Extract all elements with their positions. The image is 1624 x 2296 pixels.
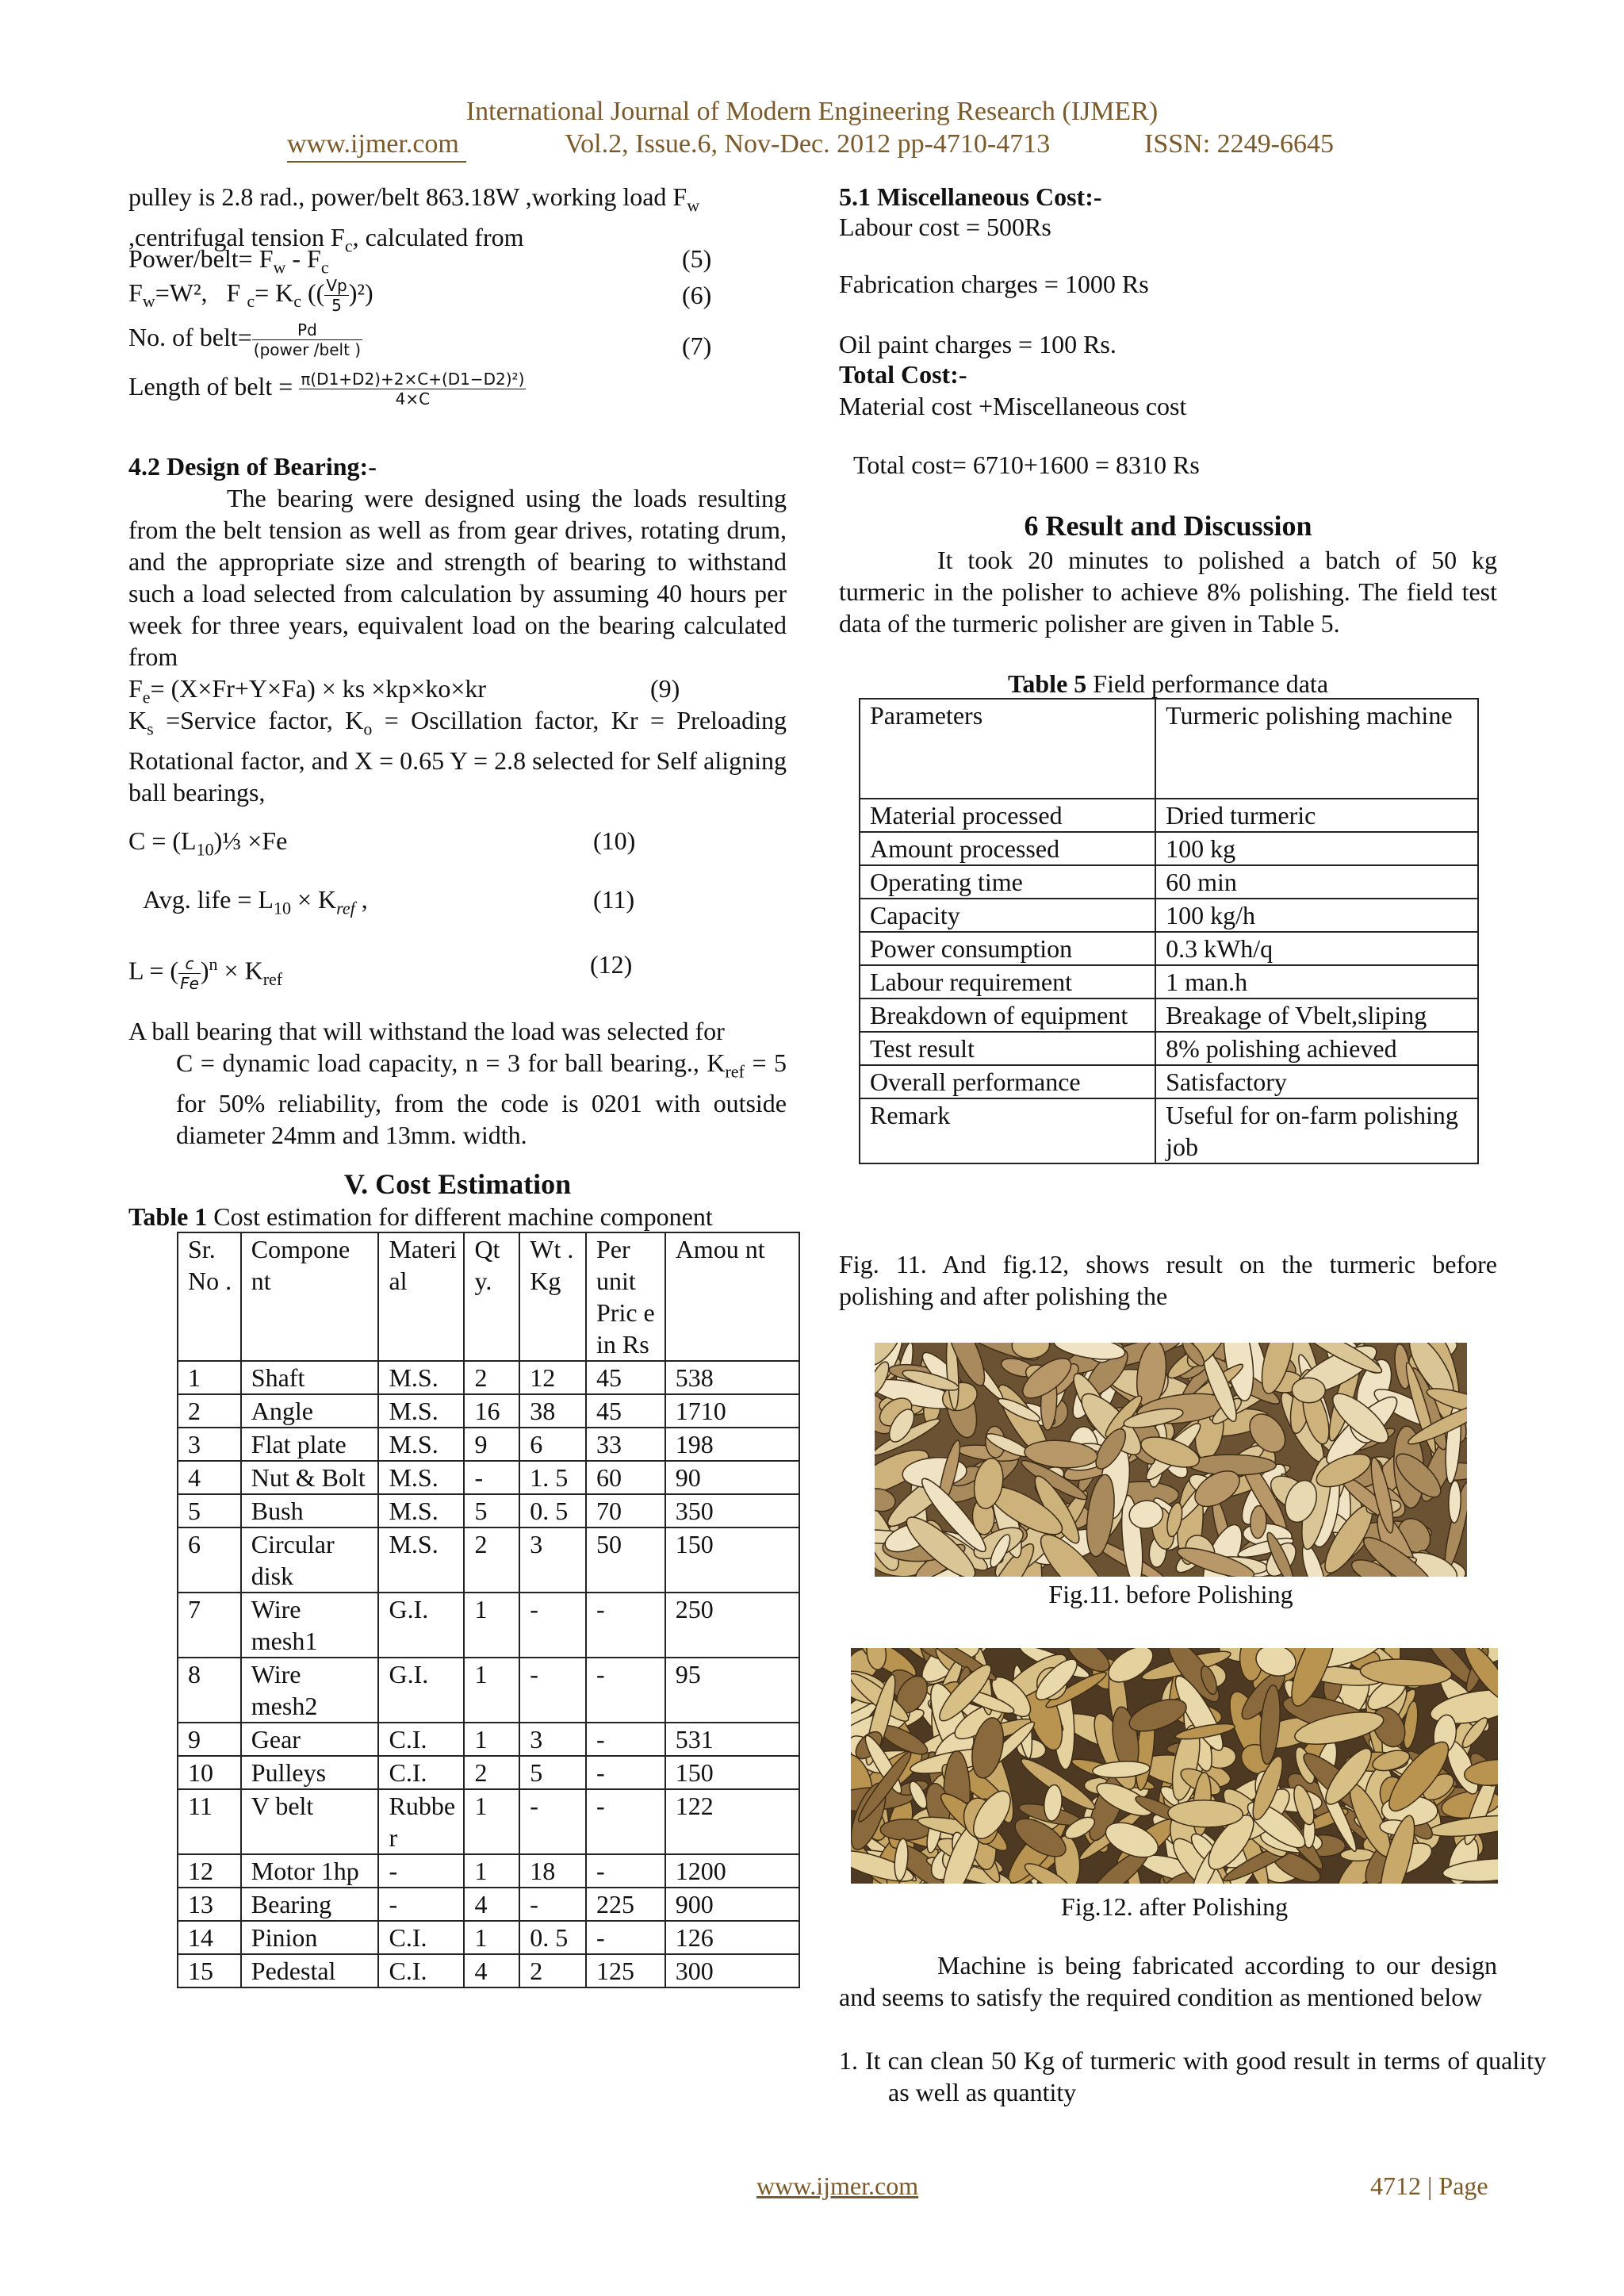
table1-cell: 1 bbox=[464, 1921, 519, 1954]
table1-row bbox=[178, 1593, 799, 1658]
table1-cell: Bearing bbox=[241, 1888, 379, 1921]
table1-cell: 538 bbox=[665, 1361, 799, 1394]
table5-row bbox=[860, 865, 1478, 899]
table5-parameter-cell: Overall performance bbox=[860, 1065, 1155, 1098]
table1-cell: 2 bbox=[464, 1756, 519, 1789]
table1-cell: 3 bbox=[178, 1428, 241, 1461]
table5-parameter-cell: Test result bbox=[860, 1032, 1155, 1065]
table1-cell: 50 bbox=[586, 1527, 665, 1593]
equation-10-number: (10) bbox=[593, 826, 636, 855]
table1-cell: 4 bbox=[464, 1888, 519, 1921]
table1-cell: 1710 bbox=[665, 1394, 799, 1428]
table1-cell: 14 bbox=[178, 1921, 241, 1954]
table5-value-cell: Breakage of Vbelt,sliping bbox=[1155, 999, 1478, 1032]
table1-cell: 45 bbox=[586, 1361, 665, 1394]
intro-text: pulley is 2.8 rad., power/belt 863.18W ,working load $F_w$ ,centrifugal tension $F_c$, calculated from bbox=[128, 182, 700, 256]
table1-cell: - bbox=[378, 1854, 464, 1888]
total-cost-value: Total cost= 6710+1600 = 8310 Rs bbox=[853, 450, 1200, 479]
table5-row bbox=[860, 1065, 1478, 1098]
table1-cell: - bbox=[586, 1593, 665, 1658]
table1-cell: 5 bbox=[464, 1494, 519, 1527]
table5-row bbox=[860, 832, 1478, 865]
figure-intro: Fig. 11. And fig.12, shows result on the turmeric before polishing and after polishing the bbox=[839, 1250, 1497, 1310]
table5-row bbox=[860, 899, 1478, 932]
table5-parameter-cell: Power consumption bbox=[860, 932, 1155, 965]
table1-cell: 45 bbox=[586, 1394, 665, 1428]
journal-title: International Journal of Modern Engineering Research (IJMER) bbox=[465, 97, 1159, 126]
equation-12: L = ( $\frac{c}{Fe}$ )$^n \times K_{ref}$ bbox=[128, 953, 283, 993]
table1-cell: 16 bbox=[464, 1394, 519, 1428]
table1-cell: 350 bbox=[665, 1494, 799, 1527]
header-link-underline bbox=[287, 161, 466, 163]
table1-cell: 0. 5 bbox=[519, 1494, 586, 1527]
footer-site-link[interactable]: www.ijmer.com bbox=[756, 2171, 919, 2200]
table1-cell: 531 bbox=[665, 1723, 799, 1756]
equation-7: No. of belt= $\frac{Pd}{\text{(power /belt )}}$ bbox=[128, 320, 362, 359]
table5-value-cell: Satisfactory bbox=[1155, 1065, 1478, 1098]
table5-value-cell: Turmeric polishing machine bbox=[1155, 699, 1478, 799]
misc-cost-heading: 5.1 Miscellaneous Cost:- bbox=[839, 182, 1102, 211]
oil-paint-charges: Oil paint charges = 100 Rs. bbox=[839, 330, 1116, 358]
table1-cell: 0. 5 bbox=[519, 1921, 586, 1954]
table5-row bbox=[860, 999, 1478, 1032]
table1-cell: 15 bbox=[178, 1954, 241, 1987]
table5-value-cell: 100 kg/h bbox=[1155, 899, 1478, 932]
table5-value-cell: 60 min bbox=[1155, 865, 1478, 899]
table1-row bbox=[178, 1461, 799, 1494]
table1-cell: 11 bbox=[178, 1789, 241, 1854]
table1-header-cell: Sr. No . bbox=[178, 1232, 241, 1361]
table1-cell: 1 bbox=[464, 1723, 519, 1756]
table5-parameter-cell: Labour requirement bbox=[860, 965, 1155, 999]
equation-9-number: (9) bbox=[650, 674, 680, 703]
table1-header-row bbox=[178, 1232, 799, 1361]
table1-cell: 4 bbox=[464, 1954, 519, 1987]
turmeric-rhizome-shape bbox=[1292, 1378, 1326, 1403]
table1-header-cell: Amou nt bbox=[665, 1232, 799, 1361]
table5-value-cell: 1 man.h bbox=[1155, 965, 1478, 999]
ball-bearing-paragraph: C = dynamic load capacity, n = 3 for ball bearing., $K_{ref} = 5$ for 50% reliability, from the code is 0201 with outside diameter 24mm and 13mm. width. bbox=[176, 1048, 787, 1150]
table1-cell: 33 bbox=[586, 1428, 665, 1461]
turmeric-rhizome-shape bbox=[1340, 1849, 1374, 1861]
table5-row bbox=[860, 799, 1478, 832]
table1-cell: 95 bbox=[665, 1658, 799, 1723]
table1-row bbox=[178, 1756, 799, 1789]
fig12-caption: Fig.12. after Polishing bbox=[1060, 1892, 1289, 1921]
table1-cell: M.S. bbox=[378, 1394, 464, 1428]
table1-cell: C.I. bbox=[378, 1921, 464, 1954]
result-paragraph: It took 20 minutes to polished a batch of 50 kg turmeric in the polisher to achieve 8% polishing. The field test data of the turmeric polisher are given in Table 5. bbox=[839, 546, 1497, 638]
labour-cost: Labour cost = 500Rs bbox=[839, 213, 1051, 241]
table5-row bbox=[860, 965, 1478, 999]
table1-cell: - bbox=[464, 1461, 519, 1494]
equation-length-of-belt: Length of belt = $\frac{\text{π(D1+D2)+2×C+(D1−D2)²)}}{4\times C}$ bbox=[128, 370, 525, 408]
header-site-link[interactable]: www.ijmer.com bbox=[287, 129, 459, 159]
table1-cell: 122 bbox=[665, 1789, 799, 1854]
machine-paragraph: Machine is being fabricated according to our design and seems to satisfy the required condition as mentioned below bbox=[839, 1951, 1497, 2011]
table1-cell: 4 bbox=[178, 1461, 241, 1494]
table1-row bbox=[178, 1723, 799, 1756]
table1-cell: - bbox=[586, 1854, 665, 1888]
table1-cell: - bbox=[586, 1921, 665, 1954]
table1-cell: 2 bbox=[464, 1361, 519, 1394]
table5-parameter-cell: Operating time bbox=[860, 865, 1155, 899]
table1-cell: 3 bbox=[519, 1723, 586, 1756]
table5-value-cell: 0.3 kWh/q bbox=[1155, 932, 1478, 965]
table1-cell: 150 bbox=[665, 1756, 799, 1789]
cost-estimation-table bbox=[177, 1232, 800, 1988]
equation-7-number: (7) bbox=[682, 332, 712, 360]
table1-cell: 18 bbox=[519, 1854, 586, 1888]
bearing-heading: 4.2 Design of Bearing:- bbox=[128, 452, 377, 481]
table1-cell: 90 bbox=[665, 1461, 799, 1494]
table1-cell: 5 bbox=[178, 1494, 241, 1527]
table1-cell: 1200 bbox=[665, 1854, 799, 1888]
table1-cell: Gear bbox=[241, 1723, 379, 1756]
equation-6-number: (6) bbox=[682, 281, 712, 309]
table1-cell: 3 bbox=[519, 1527, 586, 1593]
table1-cell: M.S. bbox=[378, 1461, 464, 1494]
table5-value-cell: Useful for on-farm polishing job bbox=[1155, 1098, 1478, 1163]
table1-cell: - bbox=[519, 1888, 586, 1921]
table5-parameter-cell: Material processed bbox=[860, 799, 1155, 832]
table1-header-cell: Wt . Kg bbox=[519, 1232, 586, 1361]
table5-parameter-cell: Parameters bbox=[860, 699, 1155, 799]
result-heading: 6 Result and Discussion bbox=[1024, 510, 1312, 542]
table1-cell: 10 bbox=[178, 1756, 241, 1789]
total-cost-heading: Total Cost:- bbox=[839, 360, 967, 389]
bearing-paragraph: The bearing were designed using the loads resulting from the belt tension as well as from gear drives, rotating drum, and the appropriate size and strength of bearing to withstand such a load selected from calculation by assuming 40 hours per week for three years, equivalent load on the bearing calculated from bbox=[128, 484, 787, 671]
table1-cell: 1 bbox=[178, 1361, 241, 1394]
cost-estimation-heading: V. Cost Estimation bbox=[343, 1168, 572, 1200]
table1-cell: Rubbe r bbox=[378, 1789, 464, 1854]
table1-cell: - bbox=[378, 1888, 464, 1921]
table1-cell: 7 bbox=[178, 1593, 241, 1658]
table1-cell: C.I. bbox=[378, 1954, 464, 1987]
table5-parameter-cell: Remark bbox=[860, 1098, 1155, 1163]
equation-6: $F_w=W^2$, F $_c= K_c$ (( $\frac{Vp}{5}$ )²) bbox=[128, 276, 373, 315]
equation-9: $F_e= (X\times Fr+Y\times Fa)$ × ks ×kp×ko×kr bbox=[128, 674, 487, 707]
field-performance-table bbox=[859, 698, 1479, 1164]
table1-row bbox=[178, 1361, 799, 1394]
table1-cell: - bbox=[519, 1789, 586, 1854]
table1-cell: 2 bbox=[464, 1527, 519, 1593]
table1-cell: - bbox=[586, 1756, 665, 1789]
table1-cell: 250 bbox=[665, 1593, 799, 1658]
table1-cell: - bbox=[586, 1658, 665, 1723]
table5-value-cell: Dried turmeric bbox=[1155, 799, 1478, 832]
table1-cell: 8 bbox=[178, 1658, 241, 1723]
table1-row bbox=[178, 1428, 799, 1461]
table1-cell: 12 bbox=[519, 1361, 586, 1394]
table1-cell: Pinion bbox=[241, 1921, 379, 1954]
table1-cell: Angle bbox=[241, 1394, 379, 1428]
fig11-caption: Fig.11. before Polishing bbox=[1048, 1580, 1293, 1608]
table1-cell: C.I. bbox=[378, 1756, 464, 1789]
table1-cell: 900 bbox=[665, 1888, 799, 1921]
table5-row bbox=[860, 932, 1478, 965]
table1-cell: 1 bbox=[464, 1593, 519, 1658]
equation-11-number: (11) bbox=[593, 885, 635, 914]
table1-cell: M.S. bbox=[378, 1428, 464, 1461]
table1-cell: 6 bbox=[519, 1428, 586, 1461]
equation-12-number: (12) bbox=[590, 950, 633, 979]
table1-cell: Pedestal bbox=[241, 1954, 379, 1987]
header-issn: ISSN: 2249-6645 bbox=[1144, 129, 1334, 159]
table1-row bbox=[178, 1789, 799, 1854]
equation-11: Avg. life = $L_{10} \times K_{ref}$ , bbox=[143, 885, 368, 918]
table1-cell: 9 bbox=[464, 1428, 519, 1461]
table1-cell: 60 bbox=[586, 1461, 665, 1494]
table1-cell: 2 bbox=[178, 1394, 241, 1428]
table1-row bbox=[178, 1494, 799, 1527]
table1-cell: 5 bbox=[519, 1756, 586, 1789]
table1-cell: Nut & Bolt bbox=[241, 1461, 379, 1494]
table1-cell: - bbox=[586, 1789, 665, 1854]
table1-cell: 1. 5 bbox=[519, 1461, 586, 1494]
table1-cell: 300 bbox=[665, 1954, 799, 1987]
table5-row bbox=[860, 1032, 1478, 1065]
result-list-item-1: 1. It can clean 50 Kg of turmeric with good result in terms of quality as well as quantity bbox=[839, 2046, 1546, 2106]
table1-cell: - bbox=[586, 1723, 665, 1756]
table1-cell: - bbox=[519, 1658, 586, 1723]
table1-cell: M.S. bbox=[378, 1494, 464, 1527]
table1-cell: 2 bbox=[519, 1954, 586, 1987]
table1-cell: 12 bbox=[178, 1854, 241, 1888]
table5-parameter-cell: Breakdown of equipment bbox=[860, 999, 1155, 1032]
table1-cell: M.S. bbox=[378, 1361, 464, 1394]
table1-cell: Flat plate bbox=[241, 1428, 379, 1461]
table1-cell: 126 bbox=[665, 1921, 799, 1954]
table1-row bbox=[178, 1954, 799, 1987]
table1-row bbox=[178, 1658, 799, 1723]
table5-parameter-cell: Capacity bbox=[860, 899, 1155, 932]
total-cost-definition: Material cost +Miscellaneous cost bbox=[839, 392, 1187, 420]
equation-5: Power/belt= $F_w - F_c$ bbox=[128, 244, 329, 278]
table1-cell: 1 bbox=[464, 1658, 519, 1723]
turmeric-before-polishing-image bbox=[875, 1343, 1467, 1577]
table5-row bbox=[860, 1098, 1478, 1163]
table1-header-cell: Compone nt bbox=[241, 1232, 379, 1361]
table1-row bbox=[178, 1888, 799, 1921]
table1-cell: Wire mesh1 bbox=[241, 1593, 379, 1658]
table1-cell: 6 bbox=[178, 1527, 241, 1593]
table1-cell: 150 bbox=[665, 1527, 799, 1593]
header-volume: Vol.2, Issue.6, Nov-Dec. 2012 pp-4710-4713 bbox=[565, 129, 1051, 159]
table5-parameter-cell: Amount processed bbox=[860, 832, 1155, 865]
table1-row bbox=[178, 1854, 799, 1888]
factor-definitions: $K_s$ =Service factor, $K_o$ = Oscillation factor, Kr = Preloading Rotational factor, and X = 0.65 Y = 2.8 selected for Self aligning ball bearings, bbox=[128, 706, 787, 807]
table5-header-row bbox=[860, 699, 1478, 799]
table5-value-cell: 100 kg bbox=[1155, 832, 1478, 865]
table1-cell: 198 bbox=[665, 1428, 799, 1461]
table1-header-cell: Materi al bbox=[378, 1232, 464, 1361]
table1-row bbox=[178, 1527, 799, 1593]
table1-cell: 9 bbox=[178, 1723, 241, 1756]
table1-cell: 38 bbox=[519, 1394, 586, 1428]
table1-cell: 225 bbox=[586, 1888, 665, 1921]
table1-cell: Circular disk bbox=[241, 1527, 379, 1593]
table1-cell: Pulleys bbox=[241, 1756, 379, 1789]
equation-10: $C = (L_{10})\frac{1}{3} \times Fe$ bbox=[128, 826, 288, 860]
table1-cell: Bush bbox=[241, 1494, 379, 1527]
ball-bearing-line: A ball bearing that will withstand the load was selected for bbox=[128, 1017, 725, 1045]
table1-cell: - bbox=[519, 1593, 586, 1658]
table1-cell: C.I. bbox=[378, 1723, 464, 1756]
turmeric-after-polishing-image bbox=[851, 1648, 1498, 1884]
table1-cell: 70 bbox=[586, 1494, 665, 1527]
table1-cell: 1 bbox=[464, 1854, 519, 1888]
page-number: 4712 | Page bbox=[1370, 2171, 1488, 2200]
table1-cell: G.I. bbox=[378, 1593, 464, 1658]
table1-cell: V belt bbox=[241, 1789, 379, 1854]
table1-cell: M.S. bbox=[378, 1527, 464, 1593]
table1-header-cell: Qt y. bbox=[464, 1232, 519, 1361]
table1-cell: G.I. bbox=[378, 1658, 464, 1723]
table1-cell: 125 bbox=[586, 1954, 665, 1987]
table1-cell: Motor 1hp bbox=[241, 1854, 379, 1888]
table1-header-cell: Per unit Pric e in Rs bbox=[586, 1232, 665, 1361]
table1-cell: 1 bbox=[464, 1789, 519, 1854]
table1-cell: Wire mesh2 bbox=[241, 1658, 379, 1723]
table1-row bbox=[178, 1921, 799, 1954]
table5-value-cell: 8% polishing achieved bbox=[1155, 1032, 1478, 1065]
table1-cell: Shaft bbox=[241, 1361, 379, 1394]
table5-caption: Table 5 Field performance data bbox=[1007, 669, 1329, 698]
table1-cell: 13 bbox=[178, 1888, 241, 1921]
table1-caption: Table 1 Cost estimation for different machine component bbox=[128, 1202, 713, 1231]
table1-row bbox=[178, 1394, 799, 1428]
fabrication-charges: Fabrication charges = 1000 Rs bbox=[839, 270, 1149, 298]
equation-5-number: (5) bbox=[682, 244, 712, 273]
